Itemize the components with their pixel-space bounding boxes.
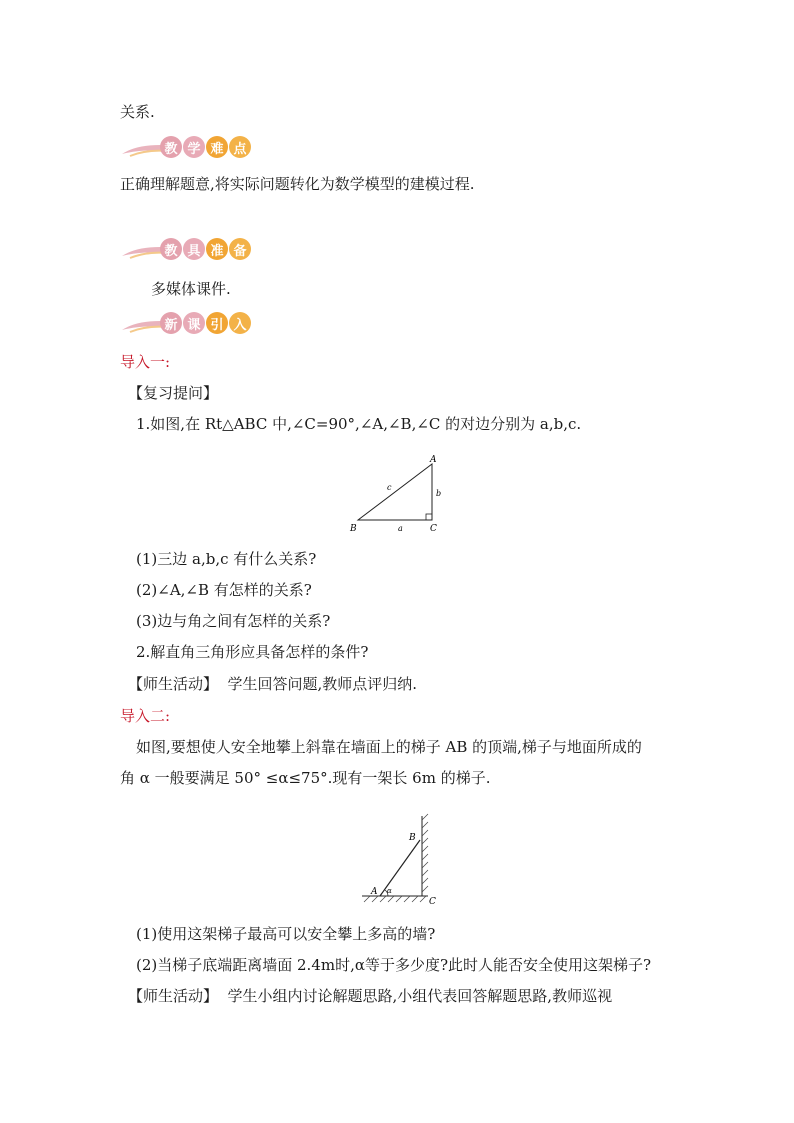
label-alpha: α bbox=[387, 887, 392, 895]
label-c: c bbox=[387, 483, 392, 492]
figure-triangle-abc bbox=[346, 452, 450, 536]
intro2-heading: 导入二: bbox=[120, 707, 171, 725]
badge-char: 学 bbox=[183, 136, 205, 158]
badge-char: 准 bbox=[206, 238, 228, 260]
badge-char: 具 bbox=[183, 238, 205, 260]
label-B: B bbox=[350, 524, 357, 534]
question-1: 1.如图,在 Rt△ABC 中,∠C=90°,∠A,∠B,∠C 的对边分别为 a,b,c. bbox=[136, 415, 582, 433]
teacher-student-activity-1: 【师生活动】 学生回答问题,教师点评归纳. bbox=[128, 675, 418, 693]
sub-question-3: (3)边与角之间有怎样的关系? bbox=[136, 612, 331, 630]
intro2-sub-question-1: (1)使用这架梯子最高可以安全攀上多高的墙? bbox=[136, 925, 436, 943]
label-A: A bbox=[371, 887, 378, 897]
label-A: A bbox=[430, 455, 437, 465]
badge-char: 课 bbox=[183, 312, 205, 334]
review-label: 【复习提问】 bbox=[128, 384, 219, 402]
label-C: C bbox=[429, 897, 436, 907]
teacher-student-activity-2: 【师生活动】 学生小组内讨论解题思路,小组代表回答解题思路,教师巡视 bbox=[128, 987, 613, 1005]
label-C: C bbox=[430, 524, 437, 534]
intro2-paragraph-line1: 如图,要想使人安全地攀上斜靠在墙面上的梯子 AB 的顶端,梯子与地面所成的 bbox=[136, 738, 642, 756]
badge-char: 备 bbox=[229, 238, 251, 260]
badge-char: 点 bbox=[229, 136, 251, 158]
badge-char: 难 bbox=[206, 136, 228, 158]
intro1-heading: 导入一: bbox=[120, 353, 171, 371]
badge-char: 引 bbox=[206, 312, 228, 334]
badge-char: 入 bbox=[229, 312, 251, 334]
badge-char: 教 bbox=[160, 238, 182, 260]
label-a: a bbox=[398, 524, 403, 533]
continued-text: 关系. bbox=[120, 103, 155, 121]
intro2-paragraph-line2: 角 α 一般要满足 50° ≤α≤75°.现有一架长 6m 的梯子. bbox=[120, 769, 491, 787]
intro2-sub-question-2: (2)当梯子底端距离墙面 2.4m时,α等于多少度?此时人能否安全使用这架梯子? bbox=[136, 956, 652, 974]
question-2: 2.解直角三角形应具备怎样的条件? bbox=[136, 643, 369, 661]
sub-question-2: (2)∠A,∠B 有怎样的关系? bbox=[136, 581, 312, 599]
badge-char: 新 bbox=[160, 312, 182, 334]
label-b: b bbox=[436, 489, 442, 498]
sub-question-1: (1)三边 a,b,c 有什么关系? bbox=[136, 550, 317, 568]
label-B: B bbox=[409, 833, 416, 843]
badge-char: 教 bbox=[160, 136, 182, 158]
figure-ladder bbox=[356, 812, 446, 908]
tools-content: 多媒体课件. bbox=[151, 280, 231, 298]
difficulty-content: 正确理解题意,将实际问题转化为数学模型的建模过程. bbox=[120, 175, 475, 193]
